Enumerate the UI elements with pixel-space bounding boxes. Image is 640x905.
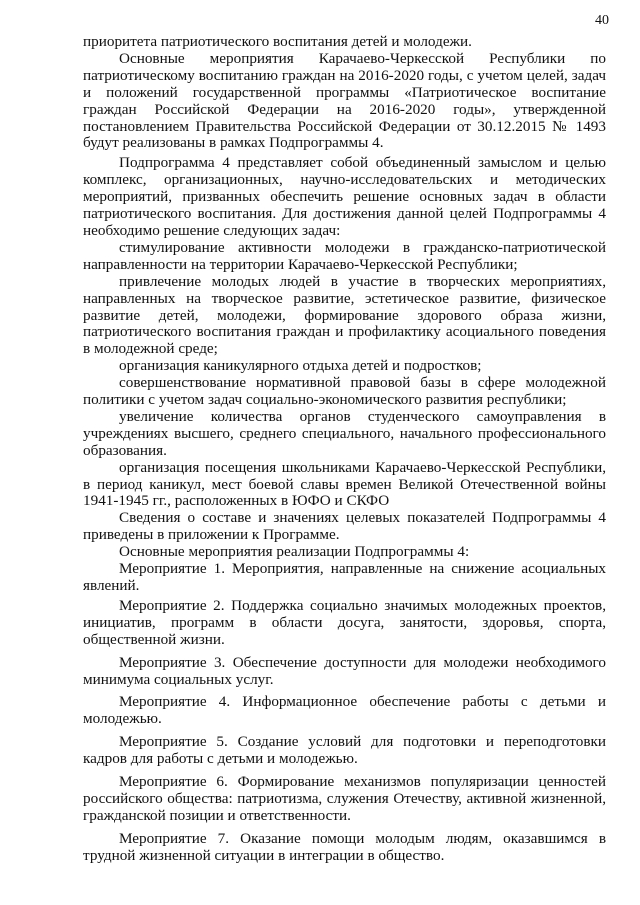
activity-item: Мероприятие 2. Поддержка социально значимых молодежных проектов, инициатив, программ в области досуга, занятости, здоровья, спорта, общественной жизни. xyxy=(83,596,606,648)
task-item: стимулирование активности молодежи в гражданско-патриотической направленности на территории Карачаево-Черкесской Республики; xyxy=(83,238,606,273)
page-number: 40 xyxy=(595,13,609,28)
activity-item: Мероприятие 4. Информационное обеспечение работы с детьми и молодежью. xyxy=(83,693,606,728)
activity-item: Мероприятие 5. Создание условий для подготовки и переподготовки кадров для работы с детьми и молодежью. xyxy=(83,733,606,768)
task-item: увеличение количества органов студенческого самоуправления в учреждениях высшего, среднего специального, начального профессионального образования. xyxy=(83,407,606,459)
task-item: организация каникулярного отдыха детей и подростков; xyxy=(119,357,482,375)
paragraph-main-activities: Основные мероприятия Карачаево-Черкесской Республики по патриотическому воспитанию граждан на 2016-2020 годы, с учетом целей, задач и положений государственной программы «Патриотическое воспитание граждан Российской Федерации на 2016-2020 годы», утвержденной постановлением Правительства Российской Федерации от 30.12.2015 № 1493 будут реализованы в рамках Подпрограммы 4. xyxy=(83,49,606,152)
task-item: совершенствование нормативной правовой базы в сфере молодежной политики с учетом задач социально-экономического развития республики; xyxy=(83,374,606,409)
task-item: организация посещения школьниками Карачаево-Черкесской Республики, в период каникул, мест боевой славы времен Великой Отечественной войны 1941-1945 гг., расположенных в ЮФО и СКФО xyxy=(83,458,606,510)
activity-item: Мероприятие 3. Обеспечение доступности для молодежи необходимого минимума социальных услуг. xyxy=(83,653,606,688)
paragraph-indicators: Сведения о составе и значениях целевых показателей Подпрограммы 4 приведены в приложении к Программе. xyxy=(83,509,606,544)
task-item: привлечение молодых людей в участие в творческих мероприятиях, направленных на творческое развитие, эстетическое развитие, физическое развитие детей, молодежи, формирование здорового образа жизни, патриотического воспитания граждан и профилактику асоциального поведения в молодежной среде; xyxy=(83,272,606,358)
paragraph-activities-heading: Основные мероприятия реализации Подпрограммы 4: xyxy=(119,543,470,561)
document-body xyxy=(83,34,606,865)
activity-item: Мероприятие 1. Мероприятия, направленные на снижение асоциальных явлений. xyxy=(83,560,606,594)
activity-item: Мероприятие 6. Формирование механизмов популяризации ценностей российского общества: патриотизма, служения Отечеству, активной жизненной, гражданской позиции и ответственности. xyxy=(83,773,606,824)
paragraph-subprogram-description: Подпрограмма 4 представляет собой объединенный замыслом и целью комплекс, организационных, научно-исследовательских и методических мероприятий, призванных обеспечить решение основных задач в области патриотического воспитания. Для достижения данной целей Подпрограммы 4 необходимо решение следующих задач: xyxy=(83,154,606,239)
activity-item: Мероприятие 7. Оказание помощи молодым людям, оказавшимся в трудной жизненной ситуации в интеграции в общество. xyxy=(83,829,606,864)
paragraph-continuation: приоритета патриотического воспитания детей и молодежи. xyxy=(83,33,472,50)
